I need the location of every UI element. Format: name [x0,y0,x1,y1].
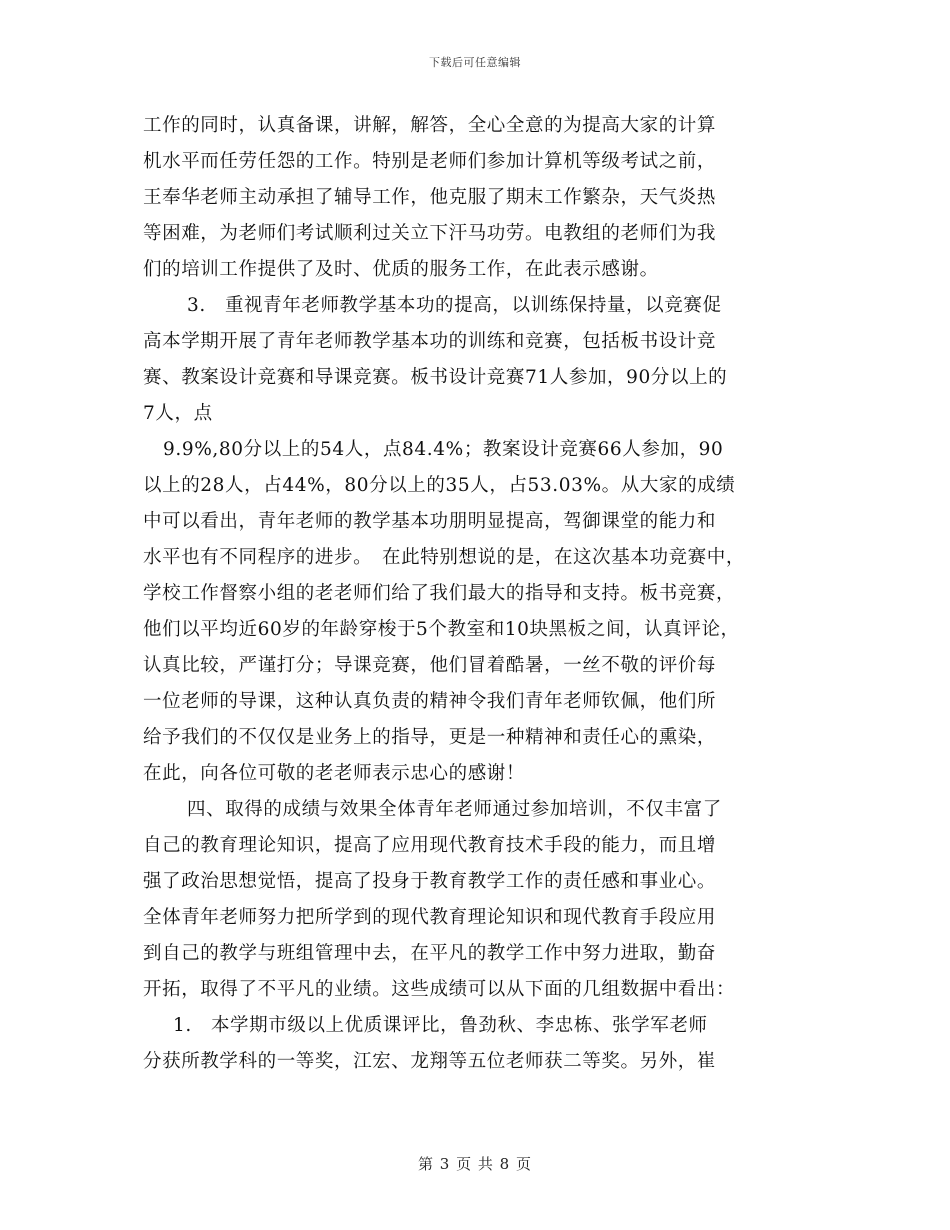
text-line: 等困难，为老师们考试顺利过关立下汗马功劳。电教组的老师们为我 [143,223,717,244]
text-line: 给予我们的不仅仅是业务上的指导，更是一种精神和责任心的熏染， [143,727,717,748]
text-line: 赛、教案设计竞赛和导课竞赛。板书设计竞赛71人参加，90分以上的 [143,367,728,388]
text-line: 们的培训工作提供了及时、优质的服务工作，在此表示感谢。 [143,259,659,280]
text-line: 学校工作督察小组的老老师们给了我们最大的指导和支持。板书竞赛， [143,583,736,604]
text-line: 在此，向各位可敬的老老师表示忠心的感谢！ [143,763,526,784]
text-line: 认真比较，严谨打分；导课竞赛，他们冒着酷暑，一丝不敬的评价每 [143,655,717,676]
text-line: 自己的教育理论知识，提高了应用现代教育技术手段的能力，而且增 [143,835,717,856]
text-line: 分获所教学科的一等奖，江宏、龙翔等五位老师获二等奖。另外，崔 [143,1051,717,1072]
text-line: 全体青年老师努力把所学到的现代教育理论知识和现代教育手段应用 [143,907,717,928]
text-line: 工作的同时，认真备课，讲解，解答，全心全意的为提高大家的计算 [143,115,717,136]
text-line: 水平也有不同程序的进步。 在此特别想说的是，在这次基本功竞赛中， [143,547,745,568]
text-line: 3. 重视青年老师教学基本功的提高，以训练保持量，以竞赛促 [187,295,722,316]
document-body [143,108,833,1080]
text-line: 一位老师的导课，这种认真负责的精神令我们青年老师钦佩，他们所 [143,691,717,712]
text-line: 中可以看出，青年老师的教学基本功朋明显提高，驾御课堂的能力和 [143,511,717,532]
text-line: 他们以平均近60岁的年龄穿梭于5个教室和10块黑板之间，认真评论， [143,619,740,640]
text-line: 以上的28人，占44%，80分以上的35人，占53.03%。从大家的成绩 [143,475,736,496]
text-line: 开拓，取得了不平凡的业绩。这些成绩可以从下面的几组数据中看出： [143,979,736,1000]
text-line: 强了政治思想觉悟，提高了投身于教育教学工作的责任感和事业心。 [143,871,717,892]
text-line: 1. 本学期市级以上优质课评比，鲁劲秋、李忠栋、张学军老师 [173,1015,708,1036]
text-line: 高本学期开展了青年老师教学基本功的训练和竞赛，包括板书设计竞 [143,331,717,352]
text-line: 7人，点 [143,403,213,424]
page-number: 第 3 页 共 8 页 [418,1155,532,1173]
text-line: 9.9%,80分以上的54人，点84.4%；教案设计竞赛66人参加，90 [163,439,724,460]
text-line: 机水平而任劳任怨的工作。特别是老师们参加计算机等级考试之前， [143,151,717,172]
text-line: 到自己的教学与班组管理中去，在平凡的教学工作中努力进取，勤奋 [143,943,717,964]
text-line: 王奉华老师主动承担了辅导工作，他克服了期末工作繁杂，天气炎热 [143,187,717,208]
text-line: 四、取得的成绩与效果全体青年老师通过参加培训，不仅丰富了 [187,799,722,820]
page-header: 下载后可任意编辑 [429,56,521,69]
